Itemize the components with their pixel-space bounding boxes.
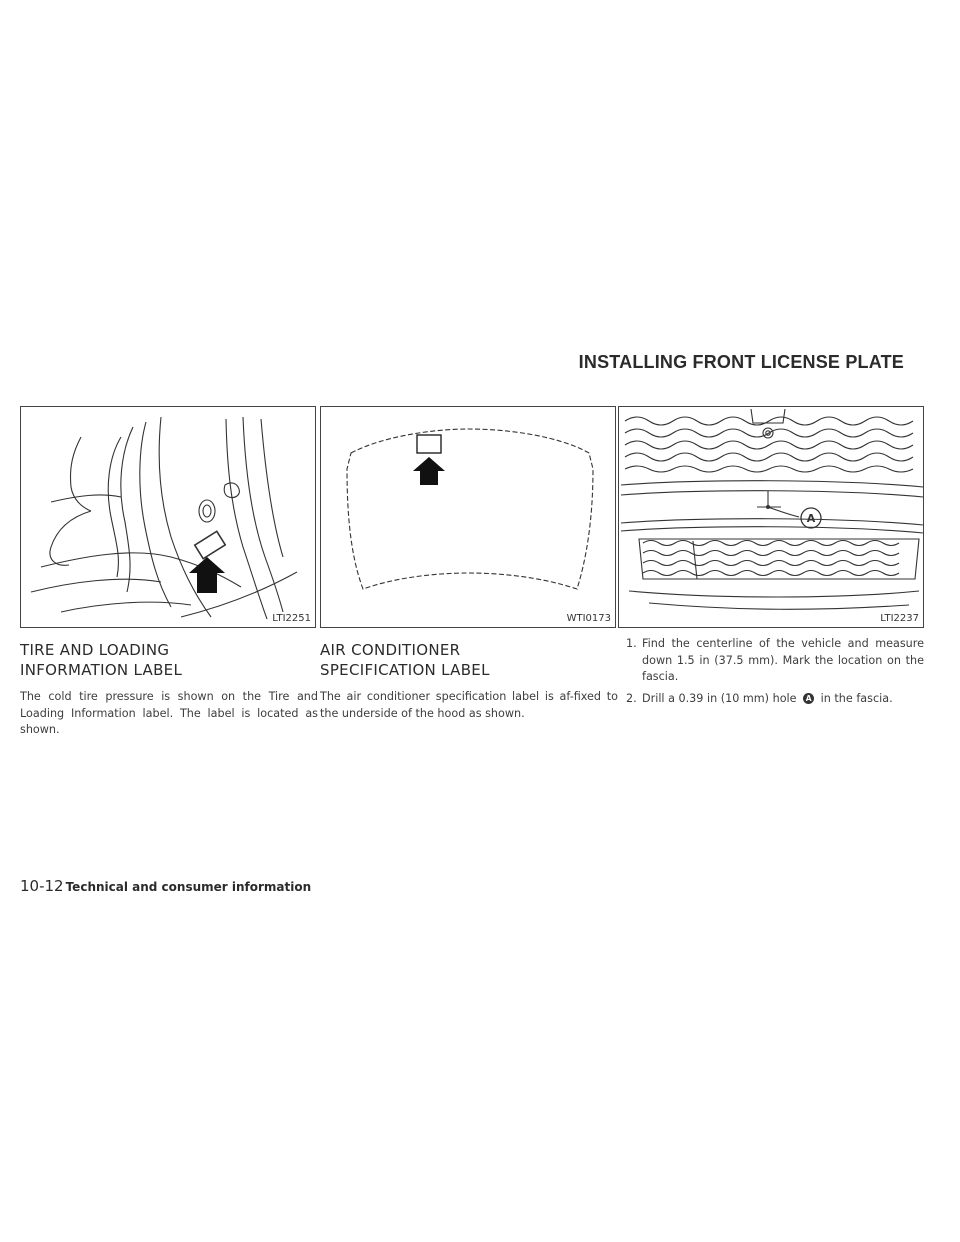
heading-line-1: TIRE AND LOADING: [20, 641, 170, 659]
step-number: 2.: [626, 691, 637, 705]
section-title: INSTALLING FRONT LICENSE PLATE: [578, 352, 904, 372]
heading-line-2: INFORMATION LABEL: [20, 661, 183, 679]
hood-underside-illustration: [321, 407, 616, 628]
tire-label-section: [20, 406, 318, 739]
figure-code: WTI0173: [566, 613, 611, 624]
page-number: 10-12: [20, 877, 64, 895]
callout-a-icon: A: [803, 693, 814, 704]
tire-label-figure: [20, 406, 316, 628]
callout-a-label: A: [806, 512, 816, 525]
tire-label-body: The cold tire pressure is shown on the Tire and Loading Information label. The label is located as shown.: [20, 690, 318, 736]
heading-line-1: AIR CONDITIONER: [320, 641, 461, 659]
ac-label-heading: [320, 640, 618, 680]
step-item: [618, 636, 924, 686]
footer-chapter-label: Technical and consumer information: [65, 880, 312, 894]
ac-label-section: [320, 406, 618, 722]
door-pillar-illustration: [21, 407, 316, 628]
front-fascia-illustration: [619, 407, 924, 628]
tire-label-heading: [20, 640, 318, 680]
step-number: 1.: [626, 637, 637, 650]
step-item: [618, 691, 924, 708]
step-text-after: in the fascia.: [820, 691, 893, 705]
license-plate-section: [618, 406, 924, 712]
heading-line-2: SPECIFICATION LABEL: [320, 661, 490, 679]
step-text-before: Drill a 0.39 in (10 mm) hole: [642, 691, 797, 705]
step-text: Find the centerline of the vehicle and measure down 1.5 in (37.5 mm). Mark the location on the fascia.: [642, 637, 924, 683]
ac-label-figure: [320, 406, 616, 628]
figure-code: LTI2251: [272, 613, 311, 624]
ac-label-body: The air conditioner specification label is af-fixed to the underside of the hood as shown.: [320, 690, 618, 720]
page-footer: [20, 876, 311, 895]
license-plate-figure: [618, 406, 924, 628]
label-location-box: [417, 435, 441, 453]
install-steps: [618, 636, 924, 707]
arrow-icon: [413, 457, 445, 485]
figure-code: LTI2237: [880, 613, 919, 624]
